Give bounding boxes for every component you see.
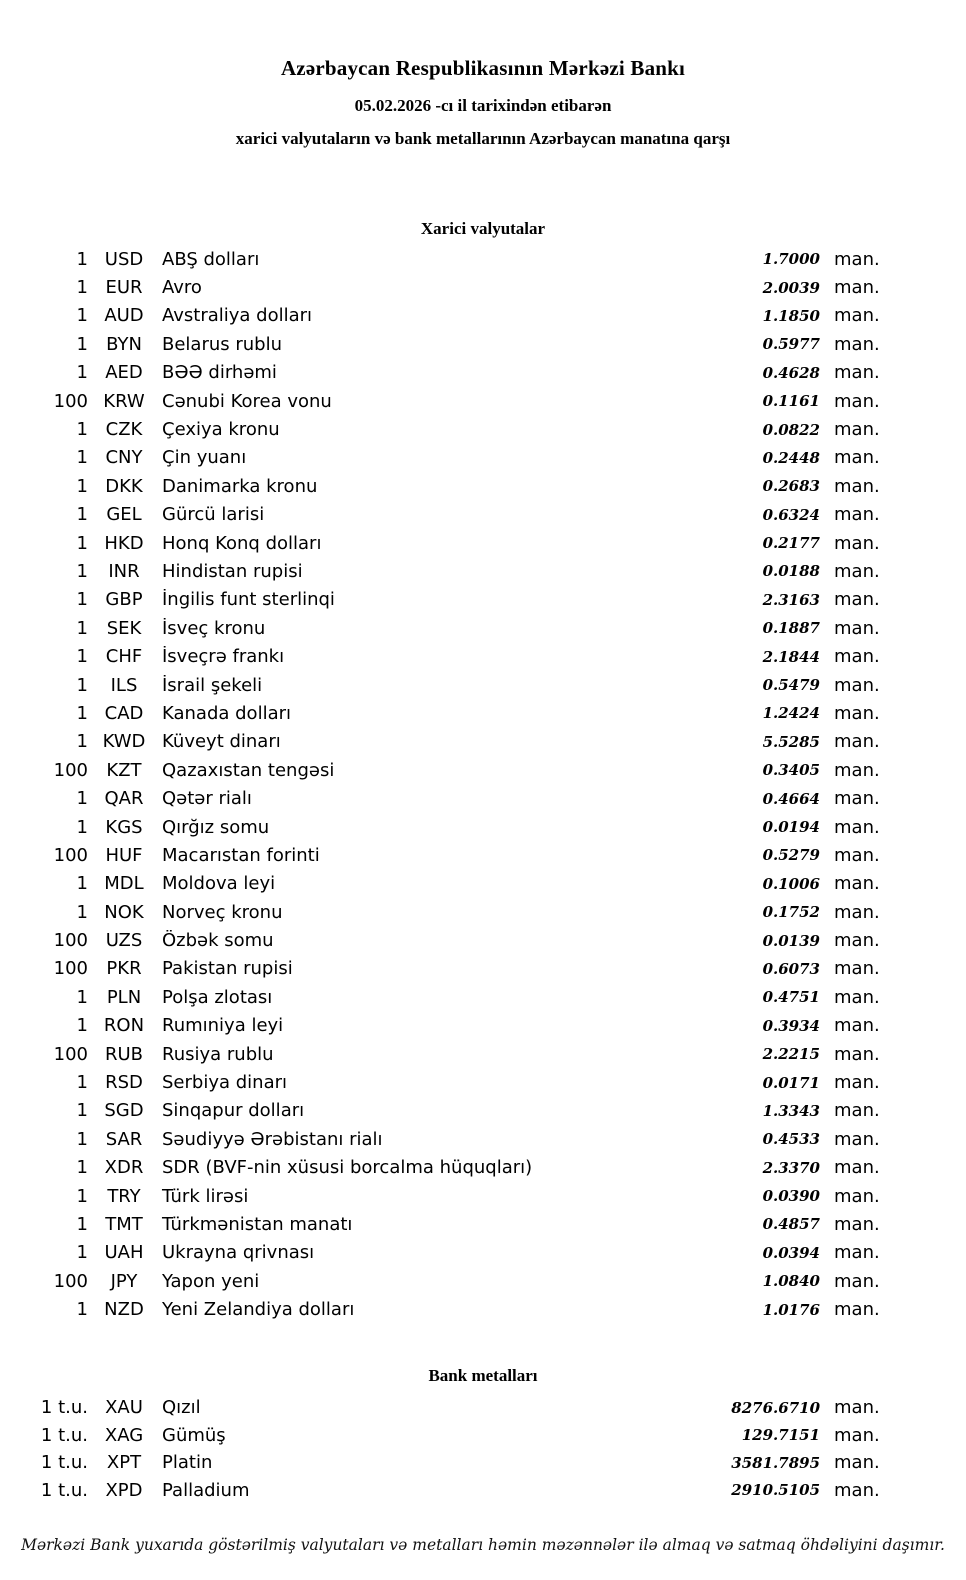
rate-row [0,1449,888,1477]
quantity-cell: 1 [76,1299,88,1321]
currency-name-cell: Türk lirəsi [162,1185,249,1207]
rate-value-cell: 1.3343 [762,1101,820,1120]
unit-cell: man. [834,844,880,866]
currency-name-cell: Qırğız somu [162,816,270,838]
rate-row [0,1125,888,1153]
rate-row [0,557,888,585]
currency-name-cell: Yapon yeni [162,1270,260,1292]
unit-cell: man. [834,1128,880,1150]
rate-row [0,983,888,1011]
rate-row [0,1068,888,1096]
disclaimer-text: Mərkəzi Bank yuxarıda göstərilmiş valyutaları və metalları həmin məzənnələr ilə almaq və satmaq öhdəliyini daşımır. [21,1536,945,1554]
unit-cell: man. [834,248,880,270]
rate-value-cell: 0.3934 [762,1016,820,1035]
currency-code-cell: CZK [105,419,143,441]
currency-name-cell: Pakistan rupisi [162,958,293,980]
rate-row [0,642,888,670]
unit-cell: man. [834,419,880,441]
rate-value-cell: 1.0176 [762,1300,820,1319]
rate-value-cell: 8276.6710 [731,1398,820,1417]
rate-row [0,671,888,699]
currency-name-cell: Norveç kronu [162,901,283,923]
rate-row [0,302,888,330]
unit-cell: man. [834,731,880,753]
unit-cell: man. [834,390,880,412]
rate-value-cell: 0.0171 [762,1073,820,1092]
rate-row [0,926,888,954]
quantity-cell: 1 [76,333,88,355]
quantity-cell: 1 [76,504,88,526]
rate-value-cell: 2910.5105 [731,1481,820,1500]
rate-value-cell: 129.7151 [741,1426,820,1445]
quantity-cell: 1 t.u. [40,1452,88,1474]
quantity-cell: 1 [76,475,88,497]
unit-cell: man. [834,362,880,384]
currency-code-cell: NOK [104,901,144,923]
rate-value-cell: 2.1844 [762,647,820,666]
rate-value-cell: 2.3163 [762,590,820,609]
unit-cell: man. [834,1043,880,1065]
unit-cell: man. [834,532,880,554]
rate-row [0,1154,888,1182]
effective-date: 05.02.2026 -cı il tarixindən etibarən [354,96,612,115]
quantity-cell: 1 [76,589,88,611]
rate-value-cell: 0.0822 [762,420,820,439]
quantity-cell: 1 t.u. [40,1424,88,1446]
rate-row [0,870,888,898]
quantity-cell: 1 [76,305,88,327]
rate-value-cell: 0.0394 [762,1243,820,1262]
rate-row [0,1267,888,1295]
rate-row [0,1421,888,1449]
currency-name-cell: Ukrayna qrivnası [162,1242,315,1264]
metals-table [0,1394,966,1504]
currency-name-cell: Sinqapur dolları [162,1100,305,1122]
unit-cell: man. [834,1100,880,1122]
quantity-cell: 100 [53,759,88,781]
unit-cell: man. [834,674,880,696]
quantity-cell: 1 [76,646,88,668]
unit-cell: man. [834,1424,880,1446]
unit-cell: man. [834,333,880,355]
quantity-cell: 1 [76,816,88,838]
rate-value-cell: 2.3370 [762,1158,820,1177]
currency-code-cell: BYN [106,333,142,355]
rate-row [0,1239,888,1267]
currency-name-cell: Honq Konq dolları [162,532,322,554]
rate-row [0,444,888,472]
rate-value-cell: 1.0840 [762,1272,820,1291]
rate-row [0,387,888,415]
currency-code-cell: GEL [106,504,142,526]
rate-value-cell: 0.5479 [762,676,820,695]
unit-cell: man. [834,1242,880,1264]
currency-name-cell: Cənubi Korea vonu [162,390,332,412]
currency-name-cell: İsveç kronu [162,617,266,639]
unit-cell: man. [834,873,880,895]
currency-name-cell: Çexiya kronu [162,419,280,441]
quantity-cell: 1 [76,1072,88,1094]
rate-value-cell: 0.2683 [762,477,820,496]
currency-code-cell: TRY [107,1185,141,1207]
rate-row [0,784,888,812]
currency-code-cell: ILS [110,674,138,696]
rate-row [0,841,888,869]
currency-name-cell: Qətər rialı [162,788,252,810]
rate-value-cell: 0.1161 [762,392,820,411]
rate-value-cell: 0.4751 [762,988,820,1007]
currency-name-cell: Qızıl [162,1397,201,1419]
currency-code-cell: SEK [106,617,142,639]
rate-row [0,1210,888,1238]
quantity-cell: 100 [53,1043,88,1065]
currency-code-cell: PKR [106,958,142,980]
unit-cell: man. [834,1270,880,1292]
currency-code-cell: KZT [106,759,142,781]
currency-name-cell: Platin [162,1452,213,1474]
rate-row [0,699,888,727]
quantity-cell: 100 [53,1270,88,1292]
unit-cell: man. [834,1299,880,1321]
unit-cell: man. [834,589,880,611]
rate-row [0,1394,888,1422]
currency-code-cell: JPY [110,1270,138,1292]
rate-value-cell: 2.2215 [762,1045,820,1064]
quantity-cell: 1 [76,277,88,299]
rate-row [0,359,888,387]
rate-row [0,1040,888,1068]
currency-code-cell: PLN [106,986,142,1008]
rate-value-cell: 0.4628 [762,363,820,382]
unit-cell: man. [834,504,880,526]
rate-row [0,501,888,529]
quantity-cell: 1 [76,1242,88,1264]
rate-row [0,415,888,443]
rate-value-cell: 2.0039 [762,278,820,297]
unit-cell: man. [834,1452,880,1474]
quantity-cell: 1 [76,674,88,696]
rate-row [0,1477,888,1505]
currency-name-cell: Küveyt dinarı [162,731,281,753]
rate-value-cell: 0.6324 [762,505,820,524]
unit-cell: man. [834,1185,880,1207]
currency-name-cell: İsveçrə frankı [162,646,285,668]
currency-name-cell: Macarıstan forinti [162,844,320,866]
currency-code-cell: XDR [104,1157,144,1179]
currency-code-cell: TMT [105,1213,143,1235]
currency-name-cell: Serbiya dinarı [162,1072,287,1094]
currency-code-cell: KWD [102,731,146,753]
currency-name-cell: İsrail şekeli [162,674,263,696]
unit-cell: man. [834,560,880,582]
quantity-cell: 1 [76,419,88,441]
currency-code-cell: USD [104,248,144,270]
unit-cell: man. [834,901,880,923]
currency-code-cell: SGD [104,1100,144,1122]
rate-value-cell: 0.0188 [762,562,820,581]
rate-value-cell: 1.7000 [762,250,820,269]
currency-code-cell: CHF [105,646,143,668]
currency-code-cell: MDL [104,873,144,895]
currency-code-cell: AUD [104,305,144,327]
quantity-cell: 1 [76,986,88,1008]
currency-name-cell: SDR (BVF-nin xüsusi borcalma hüquqları) [162,1157,533,1179]
quantity-cell: 100 [53,390,88,412]
rate-value-cell: 3581.7895 [731,1453,820,1472]
currency-code-cell: KGS [105,816,143,838]
currency-name-cell: Polşa zlotası [162,986,273,1008]
unit-cell: man. [834,930,880,952]
rate-row [0,955,888,983]
quantity-cell: 1 [76,901,88,923]
currency-code-cell: XAG [104,1424,144,1446]
unit-cell: man. [834,702,880,724]
currency-code-cell: INR [108,560,140,582]
rate-row [0,1295,888,1323]
unit-cell: man. [834,1072,880,1094]
rate-row [0,1097,888,1125]
rate-row [0,273,888,301]
currency-code-cell: XPT [106,1452,142,1474]
page-header [0,0,966,149]
rate-row [0,813,888,841]
currency-name-cell: Gürcü larisi [162,504,265,526]
page-title: Azərbaycan Respublikasının Mərkəzi Bankı [280,56,686,80]
currency-code-cell: XAU [105,1397,143,1419]
currency-name-cell: Danimarka kronu [162,475,318,497]
currency-code-cell: RON [103,1015,145,1037]
rate-row [0,330,888,358]
quantity-cell: 1 [76,362,88,384]
currency-code-cell: KRW [103,390,145,412]
currency-name-cell: Yeni Zelandiya dolları [162,1299,355,1321]
currency-code-cell: HKD [104,532,144,554]
currencies-table [0,245,966,1324]
quantity-cell: 1 [76,248,88,270]
currency-name-cell: Səudiyyə Ərəbistanı rialı [162,1128,383,1150]
quantity-cell: 1 [76,1100,88,1122]
currencies-section-heading: Xarici valyutalar [420,219,546,238]
quantity-cell: 1 [76,873,88,895]
rate-row [0,245,888,273]
unit-cell: man. [834,816,880,838]
rate-value-cell: 0.4857 [762,1215,820,1234]
quantity-cell: 1 [76,1185,88,1207]
unit-cell: man. [834,1397,880,1419]
currency-name-cell: Kanada dolları [162,702,292,724]
rate-value-cell: 1.2424 [762,704,820,723]
metals-section-heading: Bank metalları [428,1365,538,1385]
currency-code-cell: GBP [105,589,143,611]
quantity-cell: 1 t.u. [40,1397,88,1419]
currency-code-cell: UZS [105,930,143,952]
unit-cell: man. [834,1157,880,1179]
quantity-cell: 1 [76,702,88,724]
currency-name-cell: ABŞ dolları [162,248,260,270]
currency-name-cell: Avro [162,277,202,299]
unit-cell: man. [834,277,880,299]
rate-value-cell: 0.6073 [762,959,820,978]
currency-name-cell: Özbək somu [162,930,274,952]
currency-code-cell: UAH [104,1242,144,1264]
unit-cell: man. [834,617,880,639]
currency-code-cell: HUF [105,844,143,866]
currency-code-cell: NZD [104,1299,144,1321]
quantity-cell: 1 [76,532,88,554]
unit-cell: man. [834,646,880,668]
currency-name-cell: Çin yuanı [162,447,247,469]
rate-value-cell: 0.4664 [762,789,820,808]
currency-code-cell: CNY [105,447,143,469]
rate-value-cell: 0.3405 [762,761,820,780]
currency-code-cell: QAR [104,788,144,810]
rate-row [0,1012,888,1040]
rate-value-cell: 0.0194 [762,818,820,836]
rate-value-cell: 0.5279 [762,846,820,865]
unit-cell: man. [834,475,880,497]
rate-row [0,898,888,926]
currency-code-cell: XPD [105,1479,143,1501]
currency-name-cell: Gümüş [162,1424,226,1446]
rate-row [0,728,888,756]
quantity-cell: 100 [53,844,88,866]
quantity-cell: 1 [76,788,88,810]
currency-code-cell: DKK [105,475,143,497]
currency-code-cell: AED [105,362,143,384]
currency-code-cell: CAD [104,702,144,724]
unit-cell: man. [834,1213,880,1235]
quantity-cell: 1 [76,447,88,469]
quantity-cell: 1 [76,1213,88,1235]
unit-cell: man. [834,986,880,1008]
currency-code-cell: RSD [105,1072,143,1094]
currency-name-cell: Belarus rublu [162,333,283,355]
currency-name-cell: Rumıniya leyi [162,1015,284,1037]
quantity-cell: 1 t.u. [40,1479,88,1501]
quantity-cell: 1 [76,731,88,753]
quantity-cell: 1 [76,560,88,582]
unit-cell: man. [834,788,880,810]
unit-cell: man. [834,1479,880,1501]
unit-cell: man. [834,447,880,469]
currency-name-cell: Palladium [162,1479,250,1501]
currency-code-cell: SAR [105,1128,143,1150]
rate-value-cell: 1.1850 [762,306,820,325]
unit-cell: man. [834,1015,880,1037]
quantity-cell: 100 [53,930,88,952]
rate-value-cell: 0.1887 [762,619,820,638]
currency-code-cell: RUB [104,1043,144,1065]
currency-name-cell: Qazaxıstan tengəsi [162,759,335,781]
quantity-cell: 1 [76,617,88,639]
unit-cell: man. [834,958,880,980]
rate-value-cell: 0.1006 [762,874,820,893]
rate-row [0,529,888,557]
currency-name-cell: Moldova leyi [162,873,276,895]
currency-name-cell: Türkmənistan manatı [162,1213,353,1235]
unit-cell: man. [834,305,880,327]
rate-row [0,472,888,500]
rate-value-cell: 0.4533 [762,1130,820,1149]
rate-row [0,586,888,614]
currency-name-cell: BƏƏ dirhəmi [162,362,277,384]
unit-cell: man. [834,759,880,781]
rate-value-cell: 0.2177 [762,534,820,553]
rate-value-cell: 0.5977 [762,335,820,354]
rate-row [0,756,888,784]
currency-name-cell: Hindistan rupisi [162,560,303,582]
quantity-cell: 100 [53,958,88,980]
rate-row [0,1182,888,1210]
rate-value-cell: 0.1752 [762,903,820,922]
rate-value-cell: 5.5285 [762,732,820,751]
rate-value-cell: 0.0139 [762,931,820,950]
rate-row [0,614,888,642]
quantity-cell: 1 [76,1128,88,1150]
currency-name-cell: İngilis funt sterlinqi [162,589,335,611]
currency-name-cell: Rusiya rublu [162,1043,274,1065]
quantity-cell: 1 [76,1015,88,1037]
page-subtitle: xarici valyutaların və bank metallarının Azərbaycan manatına qarşı [235,129,731,148]
rate-value-cell: 0.2448 [762,448,820,467]
quantity-cell: 1 [76,1157,88,1179]
rate-value-cell: 0.0390 [762,1187,820,1206]
currency-name-cell: Avstraliya dolları [162,305,313,327]
currency-code-cell: EUR [105,277,143,299]
